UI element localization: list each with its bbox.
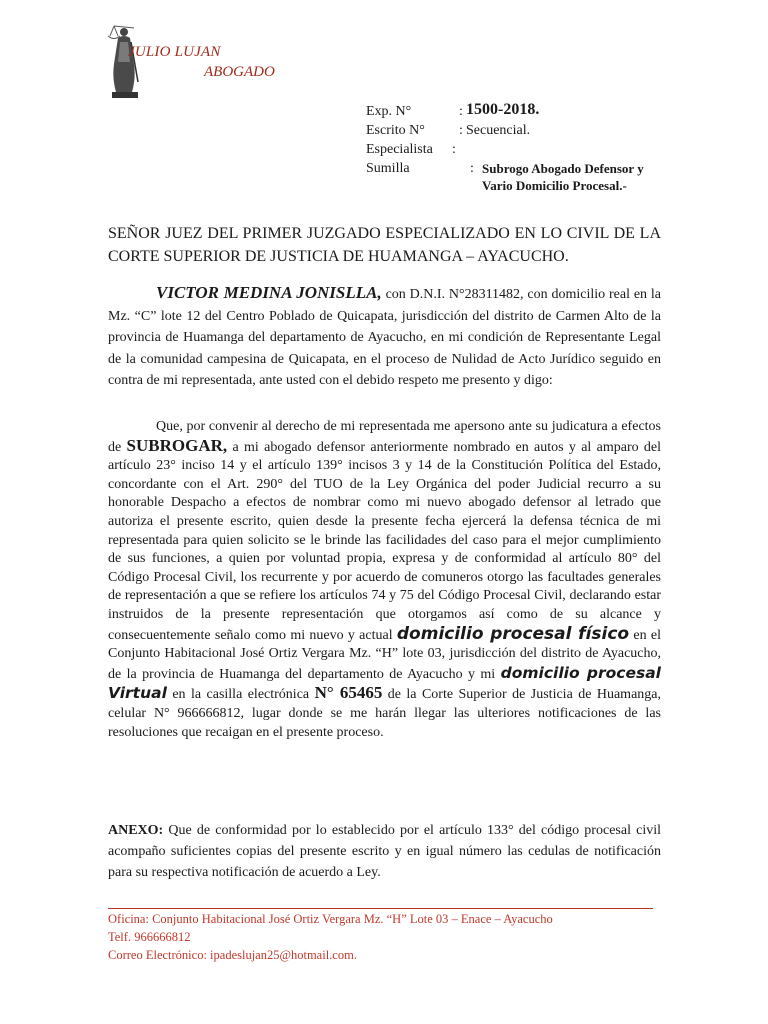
exp-value: 1500-2018. — [466, 101, 540, 118]
intro-paragraph — [108, 282, 661, 392]
addressee: SEÑOR JUEZ DEL PRIMER JUZGADO ESPECIALIZADO EN LO CIVIL DE LA CORTE SUPERIOR DE JUSTICIA DE HUAMANGA – AYACUCHO. — [108, 225, 661, 265]
body-part-1: Que, por convenir al derecho de mi representada me apersono ante su judicatura a efectos de — [108, 419, 661, 455]
sumilla-line-1: Subrogo Abogado Defensor y — [482, 161, 644, 176]
exp-label: Exp. N° — [366, 104, 412, 119]
body-paragraph — [108, 418, 661, 742]
subrogar-keyword: SUBROGAR, — [126, 435, 228, 455]
petitioner-name: VICTOR MEDINA JONISLLA, — [156, 283, 382, 302]
casilla-number: N° 65465 — [314, 683, 383, 703]
lawyer-name: JULIO LUJAN — [128, 44, 221, 60]
anexo-label: ANEXO: — [108, 823, 164, 838]
sumilla-line-2: Vario Domicilio Procesal.- — [482, 178, 627, 193]
body-part-3: en el Conjunto Habitacional José Ortiz Vergara Mz. “H” lote 03, jurisdicción del distrito de Ayacucho, de la provincia de Huamanga del departamento de Ayacucho y mi — [108, 627, 662, 682]
footer-phone: Telf. 966666812 — [108, 930, 191, 944]
especialista-label: Especialista — [366, 142, 433, 157]
escrito-value: Secuencial. — [466, 123, 531, 138]
footer-divider — [108, 908, 653, 909]
domicilio-fisico: domicilio procesal físico — [396, 623, 630, 644]
footer-office: Oficina: Conjunto Habitacional José Ortiz Vergara Mz. “H” Lote 03 – Enace – Ayacucho — [108, 912, 553, 926]
intro-text: con D.N.I. N°28311482, con domicilio real en la Mz. “C” lote 12 del Centro Poblado de Quicapata, jurisdicción del distrito de Carmen Alto de la provincia de Huamanga del departamento de Ayacucho, en mi condición de Representante Legal de la comunidad campesina de Quicapata, en el proceso de Nulidad de Acto Jurídico seguido en contra de mi representada, ante usted con el debido respeto me presento y digo: — [108, 287, 661, 389]
especialista-colon: : — [452, 142, 456, 157]
anexo-text: Que de conformidad por lo establecido por el artículo 133° del código procesal civil acompaño suficientes copias del presente escrito y en igual número las cedulas de notificación para su respectiva notificación de acuerdo a Ley. — [108, 823, 662, 880]
body-part-5: de la Corte Superior de Justicia de Huamanga, celular N° 966666812, lugar donde se me harán llegar las ulteriores notificaciones de las resoluciones que recaigan en el presente proceso. — [108, 687, 662, 740]
body-part-4: en la casilla electrónica — [172, 687, 310, 703]
sumilla-label: Sumilla — [366, 161, 410, 176]
lawyer-title: ABOGADO — [204, 64, 275, 80]
body-part-2: a mi abogado defensor anteriormente nombrado en autos y al amparo del artículo 23° inciso 14 y el artículo 139° incisos 3 y 14 de la Constitución Política del Estado, concordante con el Art. 290° del TUO de la Ley Orgánica del poder Judicial recurro a su honorable Despacho a efectos de nombrar como mi nuevo abogado defensor al letrado que autoriza el presente escrito, quien desde la presente fecha ejercerá la defensa técnica de mi representada para quien solicito se le brinde las facilidades del caso para el mejor cumplimiento de sus funciones, a quien por voluntad propia, expresa y de conformidad al artículo 80° del Código Procesal Civil, los recurrente y por acuerdo de comuneros otorgo las facultades generales de representación a que se refiere los artículos 74 y 75 del Código Procesal Civil, declarando estar instruidos de la presente representación que otorgamos así como de su alcance y consecuentemente señalo como mi nuevo y actual — [108, 439, 662, 643]
anexo-paragraph — [108, 820, 661, 883]
sumilla-colon: : — [470, 161, 474, 176]
domicilio-virtual: domicilio procesal Virtual — [108, 663, 661, 703]
exp-colon: : — [459, 104, 463, 119]
escrito-label: Escrito N° — [366, 123, 425, 138]
footer-email[interactable]: Correo Electrónico: ipadeslujan25@hotmail.com. — [108, 948, 357, 962]
escrito-colon: : — [459, 123, 463, 138]
